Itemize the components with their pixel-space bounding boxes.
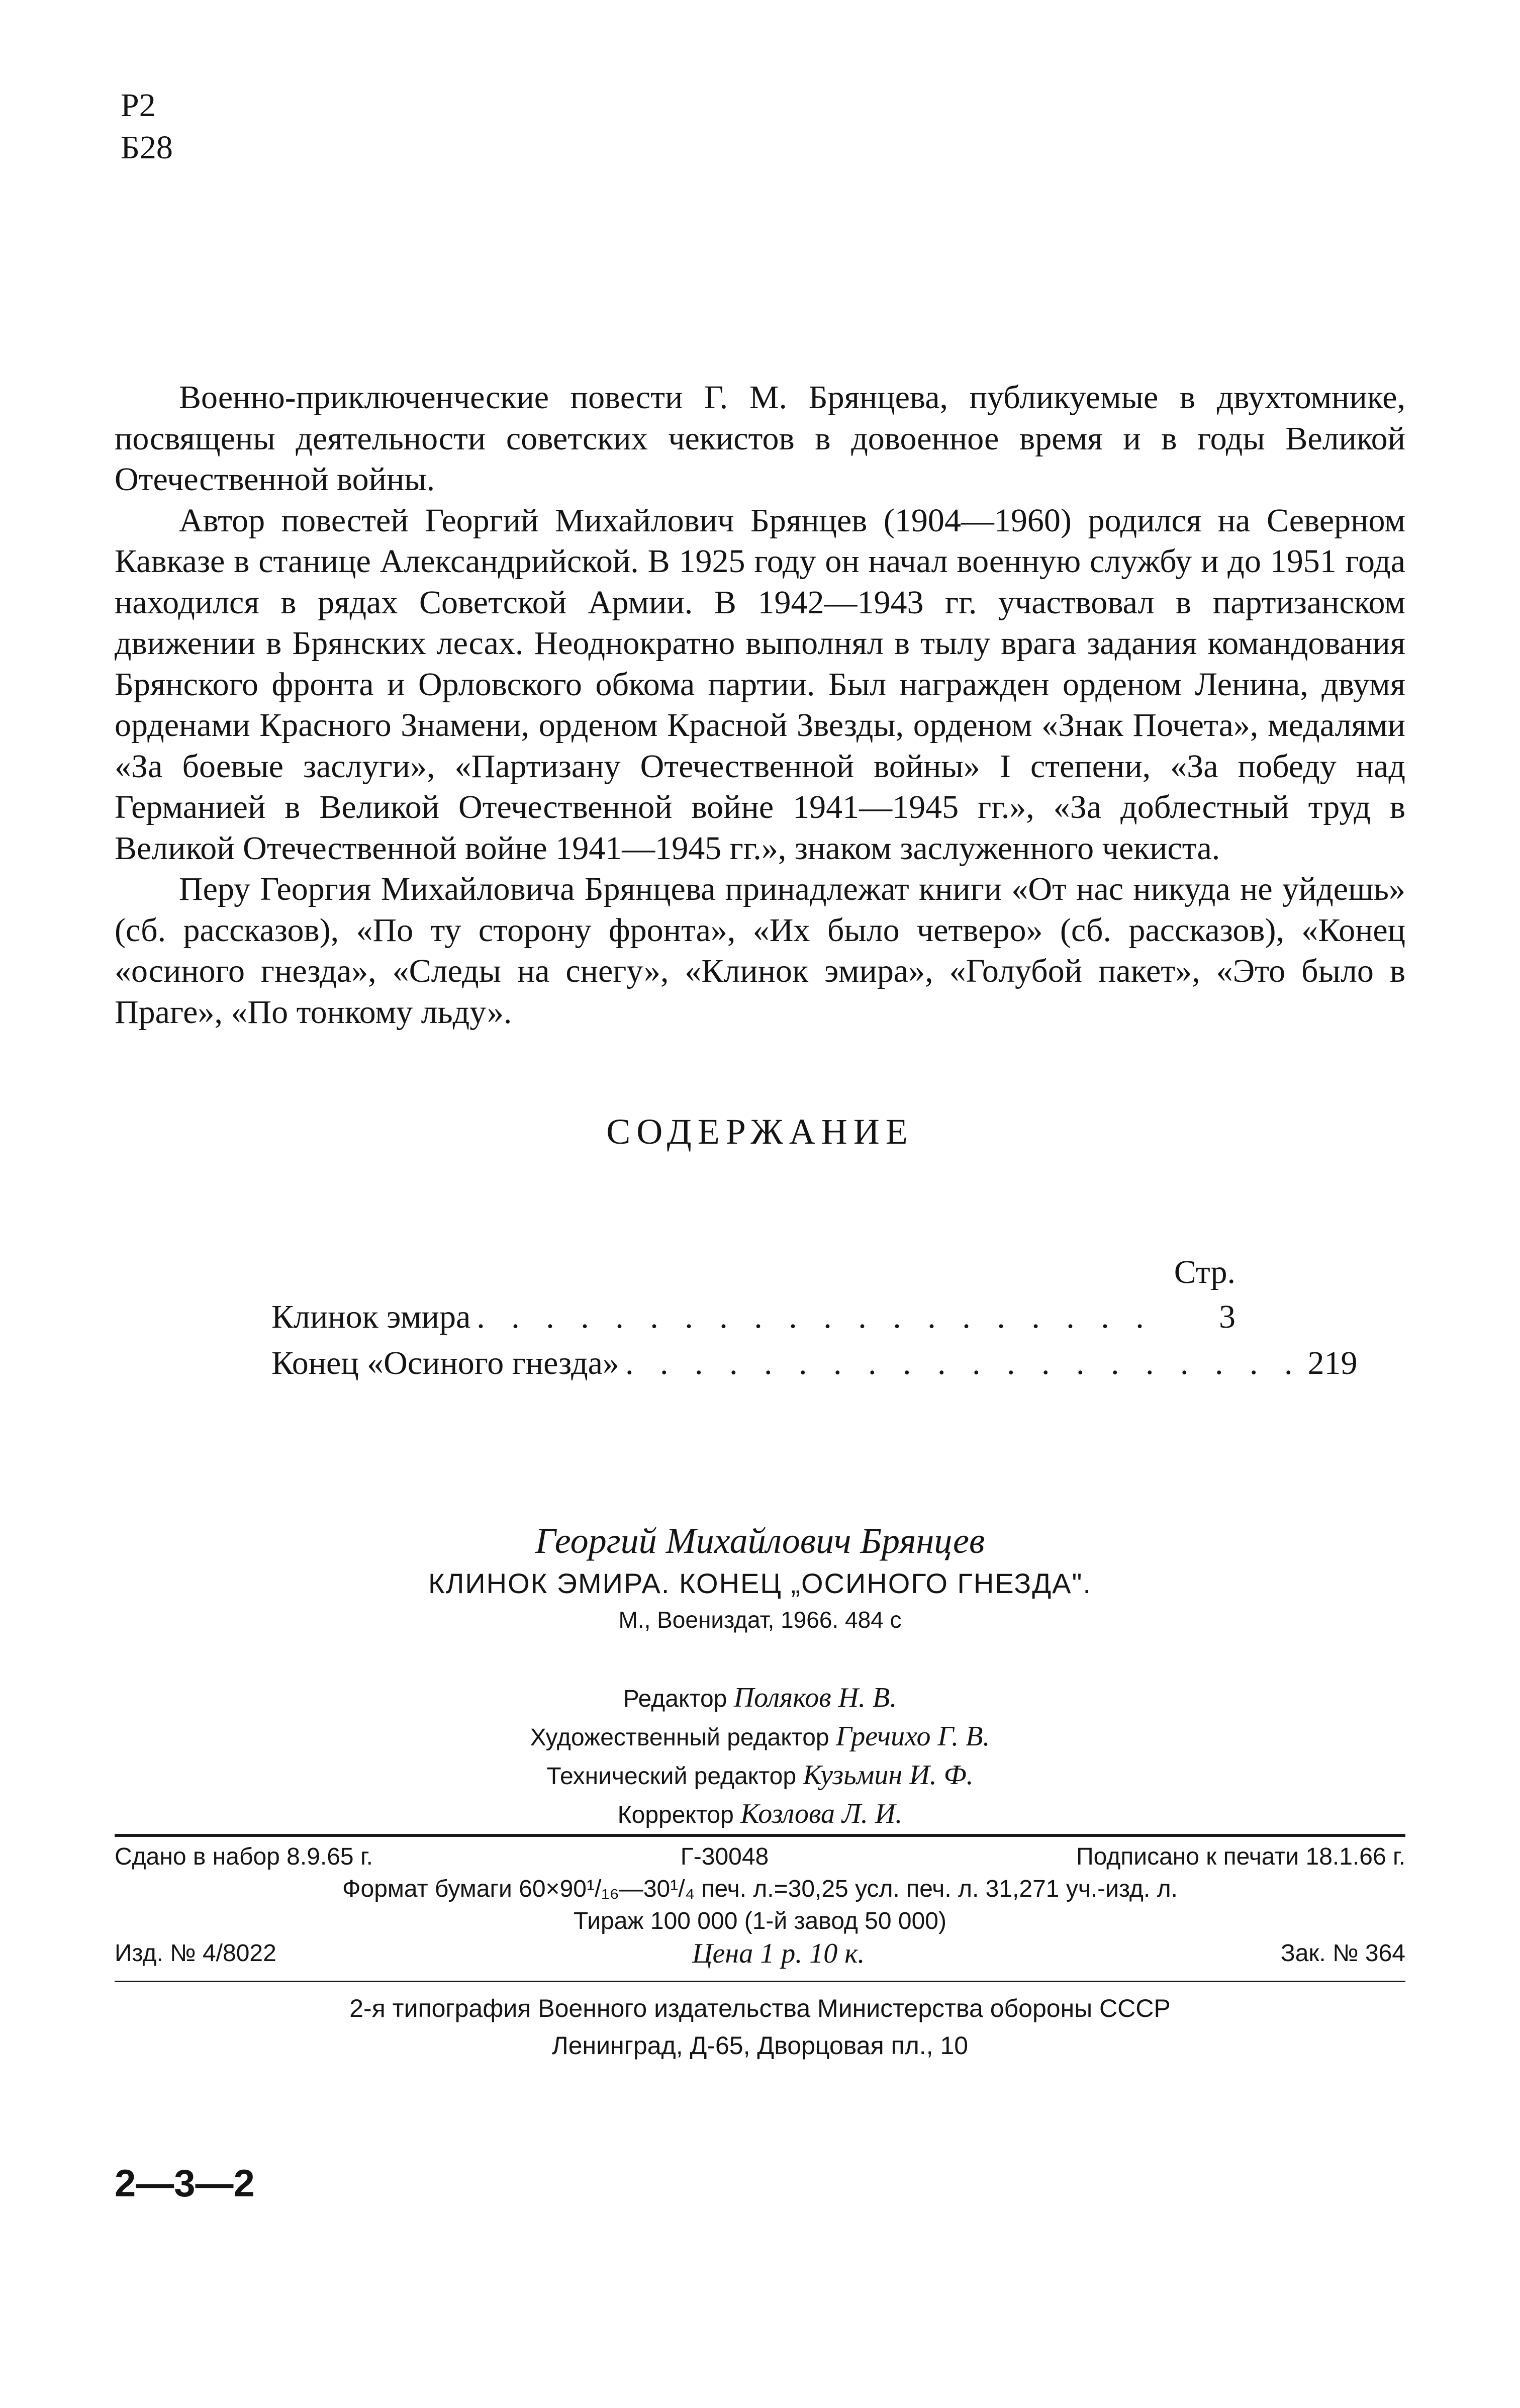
staff-line (0, 1795, 1520, 1834)
contents-heading: СОДЕРЖАНИЕ (606, 1112, 914, 1152)
contents-item-page: 3 (1219, 1299, 1236, 1335)
staff-line (0, 1679, 1520, 1718)
annotation-paragraph-3: Перу Георгия Михайловича Брянцева принадлежат книги «От нас никуда не уйдешь» (сб. рассказов), «По ту сторону фронта», «Их было четверо» (сб. рассказов), «Конец «осиного гнезда», «Следы на снегу», «Клинок эмира», «Голубой пакет», «Это было в Праге», «По тонкому льду». (115, 871, 1405, 1031)
staff-role: Редактор (623, 1686, 727, 1712)
dot-leader: . . . . . . . . . . . . . . . . . . . . (477, 1299, 1153, 1335)
printer-name: 2-я типография Военного издательства Министерства обороны СССР (349, 1994, 1171, 2022)
annotation-paragraph-2: Автор повестей Георгий Михайлович Брянцев (1904—1960) родился на Северном Кавказе в станице Александрийской. В 1925 году он начал военную службу и до 1951 года находился в рядах Советской Армии. В 1942—1943 гг. участвовал в партизанском движении в Брянских лесах. Неоднократно выполнял в тылу врага задания командования Брянского фронта и Орловского обкома партии. Был награжден орденом Ленина, двумя орденами Красного Знамени, орденом Красной Звезды, орденом «Знак Почета», медалями «За боевые заслуги», «Партизану Отечественной войны» I степени, «За победу над Германией в Великой Отечественной войне 1941—1945 гг.», «За доблестный труд в Великой Отечественной войне 1941—1945 гг.», знаком заслуженного чекиста. (115, 502, 1405, 867)
classification-code-2: Б28 (121, 129, 173, 166)
typeset-date: Сдано в набор 8.9.65 г. (115, 1843, 373, 1870)
table-of-contents (271, 1251, 1358, 1386)
edition-number: Изд. № 4/8022 (115, 1940, 276, 1967)
contents-page-header: Стр. (1174, 1254, 1236, 1290)
staff-line (0, 1718, 1520, 1756)
contents-item[interactable] (271, 1294, 1236, 1340)
book-annotation (115, 377, 1405, 1033)
staff-name: Козлова Л. И. (740, 1798, 903, 1829)
book-imprint: М., Воениздат, 1966. 484 с (618, 1607, 902, 1633)
staff-role: Корректор (617, 1802, 734, 1828)
series-code: 2—3—2 (115, 2162, 255, 2205)
contents-item-title: Конец «Осиного гнезда» (271, 1345, 619, 1381)
staff-name: Кузьмин И. Ф. (803, 1759, 974, 1791)
print-run: Тираж 100 000 (1-й завод 50 000) (574, 1908, 946, 1934)
editorial-staff (0, 1679, 1520, 1834)
paper-format: Формат бумаги 60×90¹/₁₆—30¹/₄ печ. л.=30,25 усл. печ. л. 31,271 уч.-изд. л. (342, 1876, 1178, 1902)
book-title: КЛИНОК ЭМИРА. КОНЕЦ „ОСИНОГО ГНЕЗДА". (428, 1567, 1092, 1599)
staff-role: Технический редактор (546, 1763, 797, 1790)
contents-item-page: 219 (1307, 1345, 1358, 1381)
annotation-paragraph-1: Военно-приключенческие повести Г. М. Брянцева, публикуемые в двухтомнике, посвящены деятельности советских чекистов в довоенное время и в годы Великой Отечественной войны. (115, 379, 1405, 498)
book-author: Георгий Михайлович Брянцев (535, 1521, 985, 1561)
contents-item[interactable] (271, 1340, 1358, 1386)
staff-line (0, 1756, 1520, 1795)
divider-bottom (115, 1981, 1405, 1982)
price: Цена 1 р. 10 к. (692, 1938, 865, 1969)
publication-details (115, 1841, 1405, 1970)
order-number: Зак. № 364 (1280, 1940, 1405, 1967)
printer-info (0, 1990, 1520, 2064)
publication-row-4 (115, 1937, 1405, 1970)
publication-row-1 (115, 1841, 1405, 1873)
printer-address: Ленинград, Д-65, Дворцовая пл., 10 (551, 2031, 969, 2060)
divider-top (115, 1834, 1405, 1837)
signed-date: Подписано к печати 18.1.66 г. (1076, 1843, 1405, 1870)
censor-code: Г-30048 (680, 1843, 769, 1870)
classification-code-1: Р2 (121, 87, 156, 124)
contents-item-title: Клинок эмира (271, 1299, 471, 1335)
staff-role: Художественный редактор (530, 1724, 829, 1751)
dot-leader: . . . . . . . . . . . . . . . . . . . . (625, 1345, 1302, 1381)
staff-name: Поляков Н. В. (733, 1682, 897, 1713)
staff-name: Гречихо Г. В. (835, 1721, 990, 1752)
